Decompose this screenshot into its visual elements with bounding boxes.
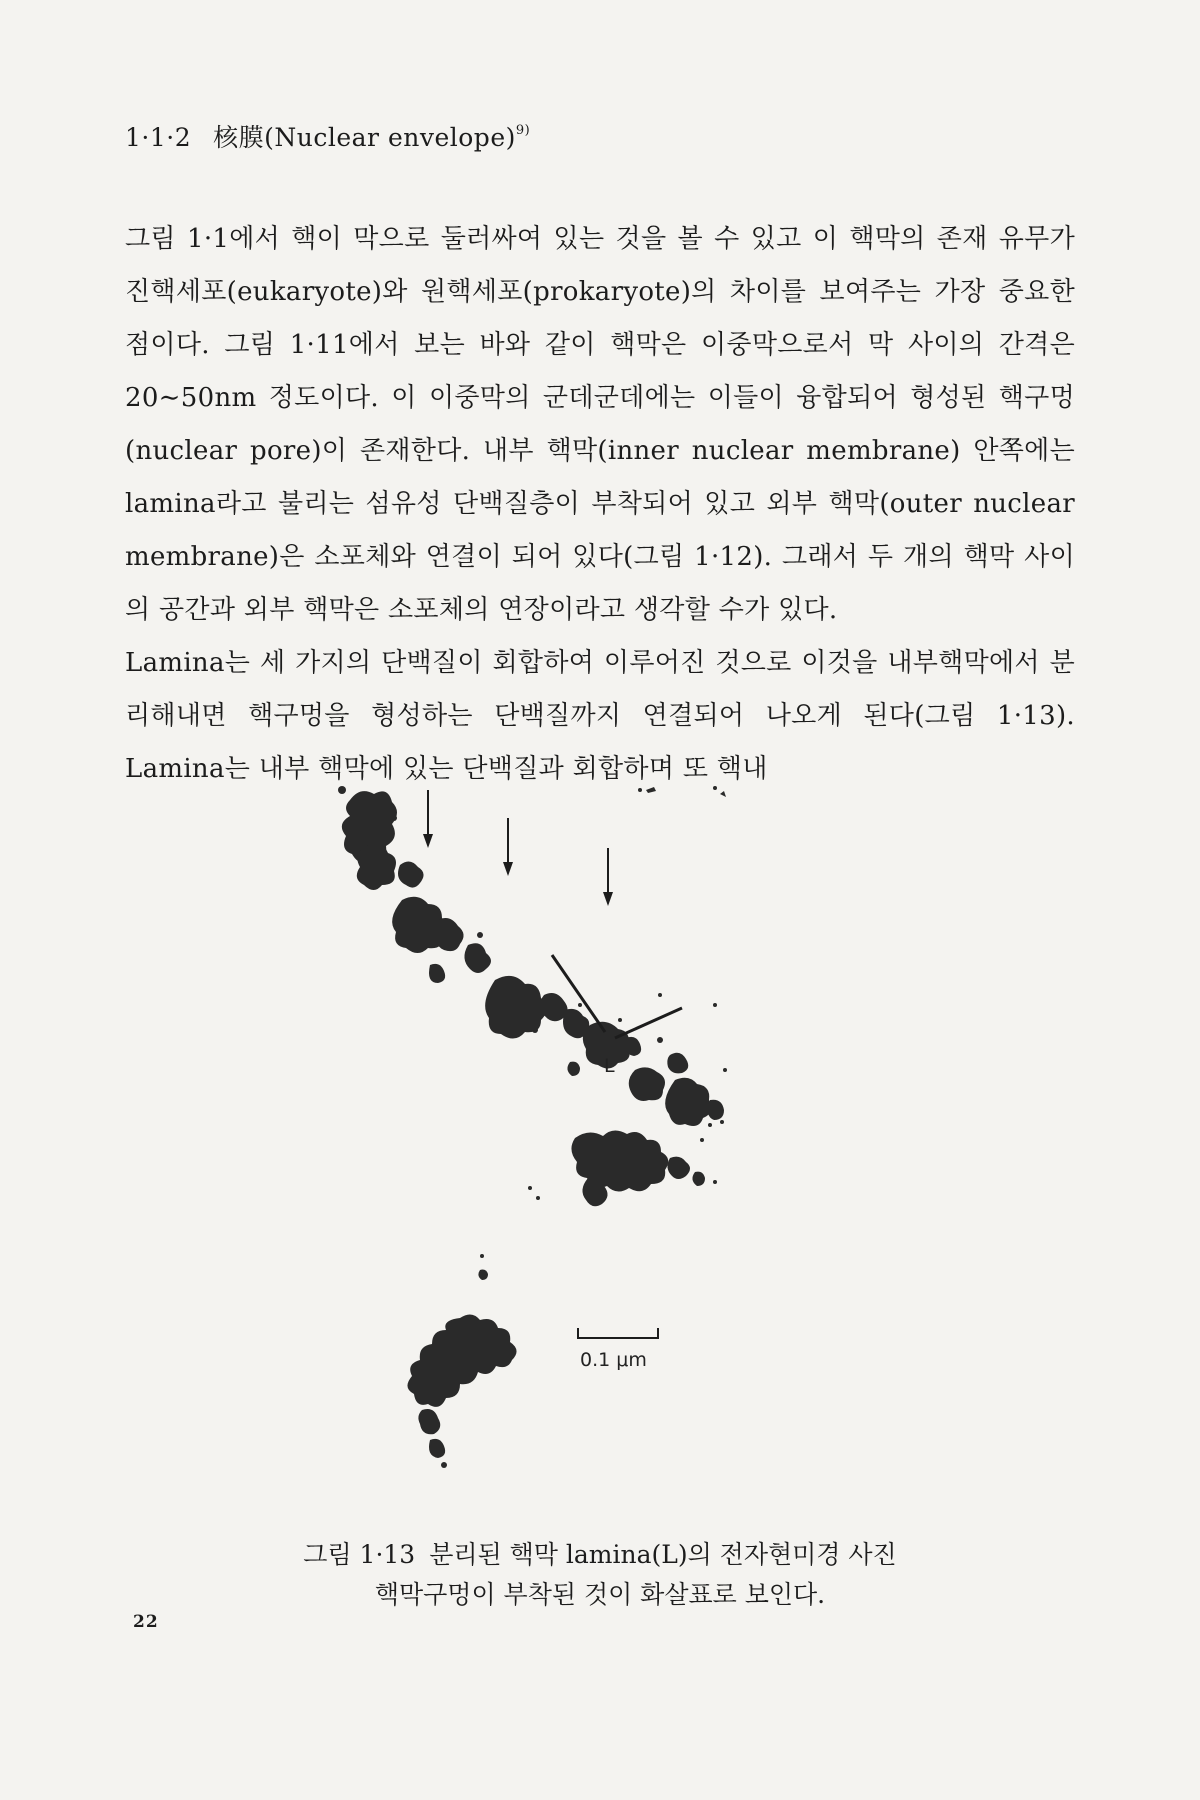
caption-title: 분리된 핵막 lamina(L)의 전자현미경 사진 — [429, 1540, 897, 1569]
lamina-fragment-upper — [338, 786, 727, 1126]
micrograph-image — [330, 770, 850, 1530]
electron-micrograph-figure — [330, 770, 850, 1530]
caption-line-2: 핵막구멍이 부착된 것이 화살표로 보인다. — [374, 1580, 826, 1609]
arrow-head-3 — [603, 892, 613, 906]
scale-bar — [578, 1328, 658, 1338]
page-number: 22 — [133, 1612, 159, 1632]
caption-line-1 — [0, 1535, 1200, 1575]
paragraph-2: Lamina는 세 가지의 단백질이 회합하여 이루어진 것으로 이것을 내부핵막에서 분리해내면 핵구멍을 형성하는 단백질까지 연결되어 나오게 된다(그림 1·13). Lamina는 내부 핵막에 있는 단백질과 회합하며 또 핵내 — [125, 648, 1075, 784]
scale-bar-label: 0.1 μm — [580, 1349, 647, 1371]
section-number: 1·1·2 — [125, 123, 192, 152]
pore-arrows — [423, 790, 613, 906]
section-heading — [125, 118, 530, 154]
arrow-head-2 — [503, 862, 513, 876]
section-title: 核膜(Nuclear envelope) — [213, 123, 516, 152]
lamina-fragment-lower — [407, 1254, 516, 1468]
paragraph-1: 그림 1·1에서 핵이 막으로 둘러싸여 있는 것을 볼 수 있고 이 핵막의 존재 유무가 진핵세포(eukaryote)와 원핵세포(prokaryote)의 차이를 보여주는 가장 중요한 점이다. 그림 1·11에서 보는 바와 같이 핵막은 이중막으로서 막 사이의 간격은 20∼50nm 정도이다. 이 이중막의 군데군데에는 이들이 융합되어 형성된 핵구멍(nuclear pore)이 존재한다. 내부 핵막(inner nuclear membrane) 안쪽에는 lamina라고 불리는 섬유성 단백질층이 부착되어 있고 외부 핵막(outer nuclear membrane)은 소포체와 연결이 되어 있다(그림 1·12). 그래서 두 개의 핵막 사이의 공간과 외부 핵막은 소포체의 연장이라고 생각할 수가 있다. — [125, 224, 1075, 625]
figure-caption — [0, 1535, 1200, 1615]
lamina-label: L — [604, 1055, 615, 1077]
body-text — [125, 213, 1075, 796]
arrow-head-1 — [423, 834, 433, 848]
caption-figure-number: 그림 1·13 — [303, 1540, 416, 1569]
debris-specks — [638, 786, 726, 797]
reference-superscript: 9) — [515, 123, 531, 138]
